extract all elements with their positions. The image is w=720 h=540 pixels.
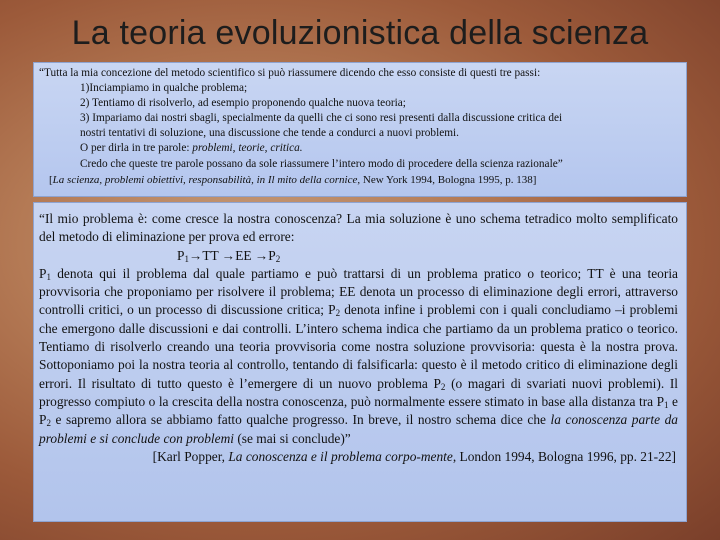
- quote1-step-1: 1)Inciampiamo in qualche problema;: [80, 82, 248, 94]
- quote1-line-6-text: O per dirla in tre parole:: [80, 142, 193, 154]
- quote1-line-6: [80, 141, 303, 156]
- body-part-6: e sapremo allora se abbiamo fatto qualche progresso. In breve, il nostro schema dice che: [50, 412, 551, 428]
- slide-title: La teoria evoluzionistica della scienza: [71, 14, 649, 52]
- quote1-line-1: “Tutta la mia concezione del metodo scientifico si può riassumere dicendo che esso consiste di questi tre passi:: [39, 67, 541, 79]
- formula-middle: →TT →EE →P: [188, 247, 276, 263]
- quote1-line-5: nostri tentativi di soluzione, una discussione che tende a condurci a nuovi problemi.: [80, 127, 459, 139]
- quote2-cite-rest: , London 1994, Bologna 1996, pp. 21-22]: [452, 448, 676, 464]
- body-p2-sub-b: 2: [440, 381, 446, 392]
- quote1-cite-open: [: [49, 174, 53, 186]
- popper-quote-box-1: [33, 62, 687, 197]
- tetradic-schema-formula: [39, 247, 678, 265]
- body-p1-sub: 1: [46, 271, 51, 282]
- quote1-citation: [49, 173, 536, 188]
- quote2-intro: “Il mio problema è: come cresce la nostra conoscenza? La mia soluzione è uno schema tetradico molto semplificato del metodo di eliminazione per prova ed errore:: [39, 211, 678, 245]
- quote2-cite-open: [Karl Popper,: [152, 448, 229, 464]
- quote2-citation: [39, 448, 678, 466]
- formula-sub-1: 1: [184, 253, 189, 264]
- body-part-4: (o magari di svariati nuovi problemi). Il progresso compiuto o la crescita della nostra conoscenza, può normalmente essere stimato in base alla distanza tra P: [39, 375, 678, 409]
- body-part-2: denota qui il problema dal quale partiamo e può trattarsi di un problema pratico o teorico; TT è una teoria provvisoria che proponiamo per risolvere il problema; EE denota un processo di eliminazione degli errori, attraverso controlli critici, o un processo di discussione critica; P: [39, 265, 678, 318]
- body-p1: P: [39, 265, 47, 281]
- quote2-cite-title: La conoscenza e il problema corpo-mente: [228, 448, 453, 464]
- formula-sub-2: 2: [275, 253, 281, 264]
- body-part-8: (se mai si conclude)”: [234, 430, 351, 446]
- body-part-5: e P: [39, 393, 678, 428]
- quote1-line-7: Credo che queste tre parole possano da sole riassumere l’intero modo di procedere della scienza razionale”: [80, 158, 563, 170]
- body-part-3: denota infine i problemi con i quali concludiamo –i problemi che emergono dalle discussioni e dai controlli. L’intero schema indica che partiamo da un problema pratico o teorico. Tentiamo di risolverlo creando una teoria provvisoria come nostra soluzione provvisoria: questa è la nostra prova. Sottoponiamo poi la nostra teoria al controllo, tentando di falsificarla: questo è il metodo critico di eliminazione degli errori. Il risultato di tutto questo è l’emergere di un nuovo problema P: [39, 302, 678, 391]
- popper-quote-box-2: [33, 202, 687, 522]
- body-italic-conclusion: la conoscenza parte da problemi e si conclude con problemi: [39, 412, 678, 446]
- quote1-step-3: 3) Impariamo dai nostri sbagli, specialmente da quelli che ci sono resi presenti dalla discussione critica dei: [80, 112, 563, 124]
- quote1-step-2: 2) Tentiamo di risolverlo, ad esempio proponendo qualche nuova teoria;: [80, 97, 406, 109]
- quote2-body: [39, 265, 678, 448]
- body-p2-sub-c: 2: [46, 418, 51, 429]
- formula-p: P: [177, 247, 185, 263]
- quote1-cite-title: La scienza, problemi obiettivi, responsabilità, in Il mito della cornice,: [52, 174, 361, 186]
- body-p2-sub: 2: [335, 308, 341, 319]
- quote1-cite-rest: New York 1994, Bologna 1995, p. 138]: [360, 174, 537, 186]
- body-p1-sub-b: 1: [664, 399, 669, 410]
- quote1-three-words: problemi, teorie, critica.: [192, 142, 303, 154]
